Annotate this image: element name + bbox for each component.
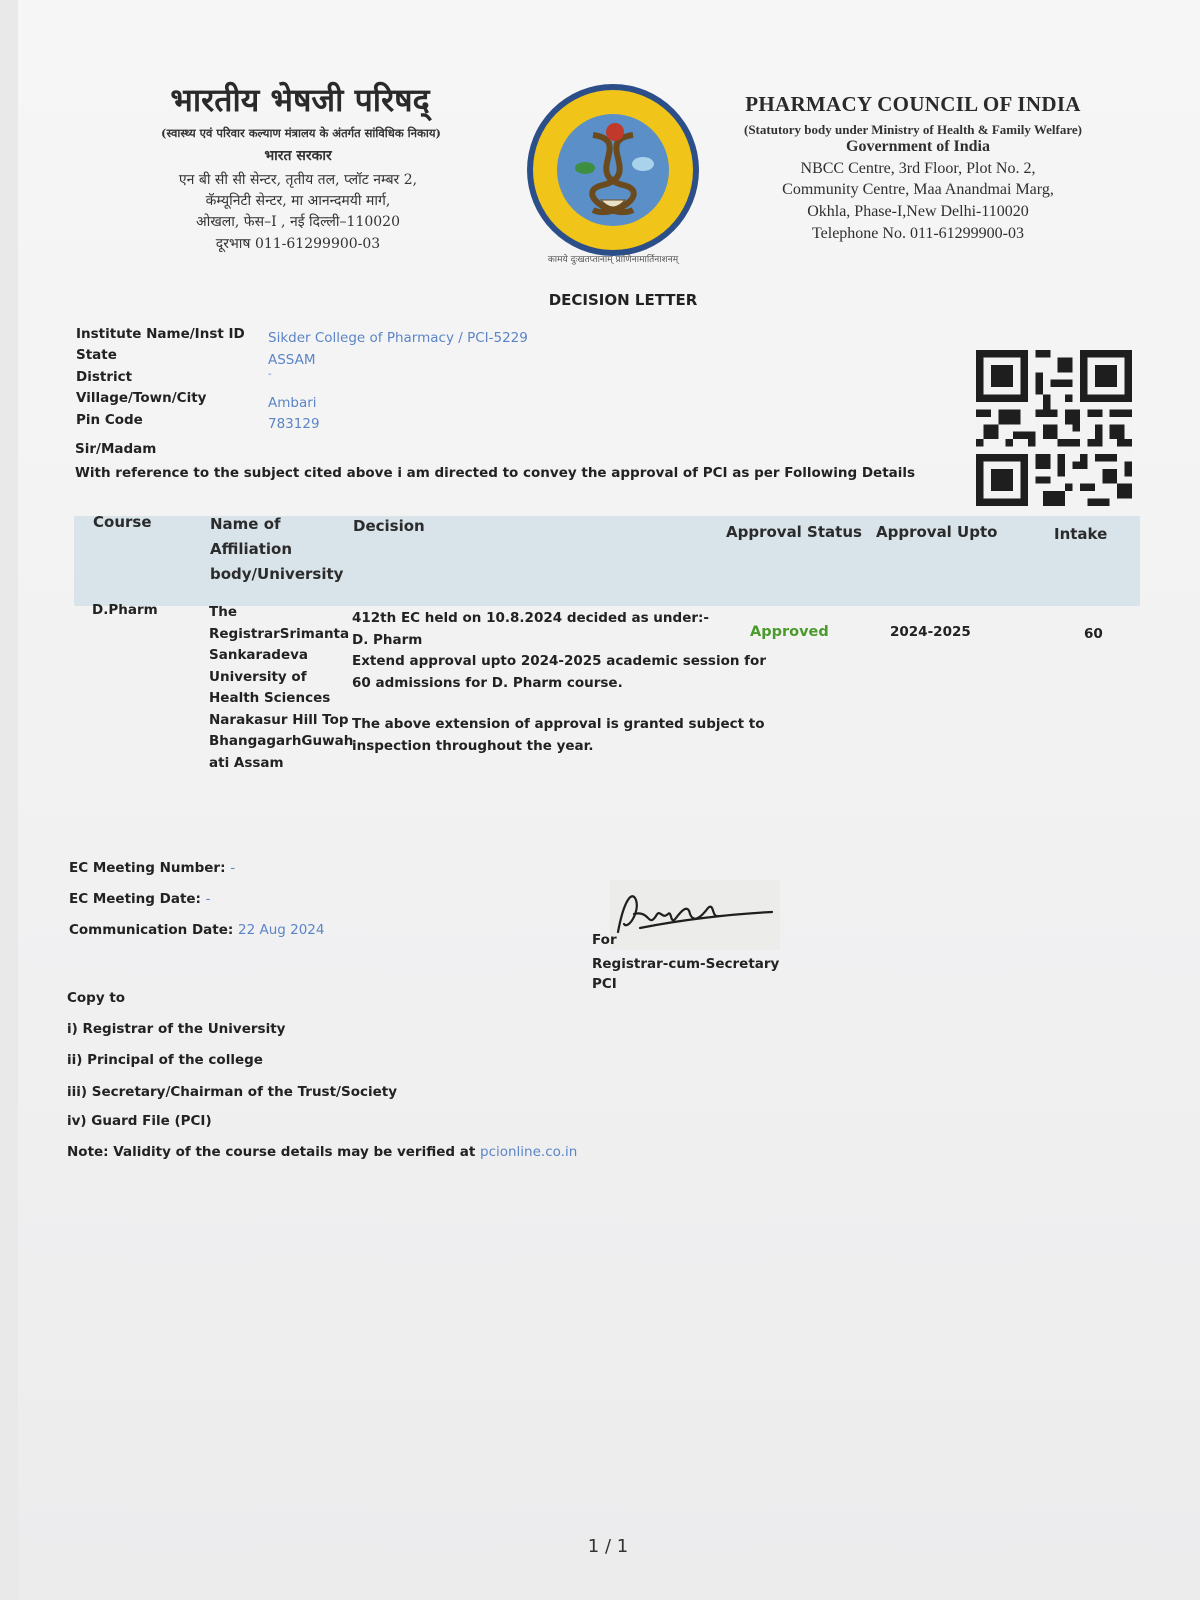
td-affiliation: The RegistrarSrimanta Sankaradeva University of Health Sciences Narakasur Hill Top BhangagarhGuwah ati Assam (209, 604, 354, 771)
hindi-gov: भारत सरकार (264, 148, 332, 164)
td-decision: 412th EC held on 10.8.2024 decided as under:- D. Pharm Extend approval upto 2024-2025 academic session for 60 admissions for D. Pharm course. (352, 610, 766, 691)
copy-to-heading: Copy to (67, 990, 126, 1006)
ec-meeting-number: EC Meeting Number: - (69, 860, 236, 876)
th-approval-upto: Approval Upto (876, 523, 998, 541)
td-approval-upto: 2024-2025 (890, 624, 971, 640)
communication-date: Communication Date: 22 Aug 2024 (69, 922, 325, 938)
english-address-1: NBCC Centre, 3rd Floor, Plot No. 2, (800, 160, 1036, 177)
value-district: - (268, 369, 272, 380)
document-page (18, 0, 1200, 1600)
hindi-address-2: कॅम्यूनिटी सेन्टर, मा आनन्दमयी मार्ग, (205, 193, 391, 209)
signature-designation: Registrar-cum-Secretary (592, 956, 780, 972)
copy-to-item: iv) Guard File (PCI) (67, 1113, 212, 1129)
hindi-phone: दूरभाष 011-61299900-03 (215, 236, 381, 252)
validity-note: Note: Validity of the course details may be verified at pcionline.co.in (67, 1144, 578, 1160)
hindi-address-3: ओखला, फेस–I , नई दिल्ली–110020 (196, 214, 400, 230)
label-pincode: Pin Code (76, 412, 143, 428)
copy-to-item: i) Registrar of the University (67, 1021, 286, 1037)
th-approval-status: Approval Status (726, 523, 862, 541)
ec-meeting-date: EC Meeting Date: - (69, 891, 211, 907)
pci-seal-logo (523, 80, 703, 260)
td-intake: 60 (1084, 626, 1103, 642)
english-phone: Telephone No. 011-61299900-03 (811, 225, 1025, 242)
status-approved: Approved (750, 624, 829, 640)
td-decision-note: The above extension of approval is granted subject to inspection throughout the year. (352, 716, 765, 754)
reference-text: With reference to the subject cited above i am directed to convey the approval of PCI as per Following Details (75, 465, 916, 481)
value-pincode: 783129 (268, 416, 320, 432)
copy-to-item: ii) Principal of the college (67, 1052, 263, 1068)
hindi-title: भारतीय भेषजी परिषद् (170, 81, 430, 119)
hindi-subtitle: (स्वास्थ्य एवं परिवार कल्याण मंत्रालय के अंतर्गत सांविधिक निकाय) (161, 126, 441, 140)
label-institute: Institute Name/Inst ID (76, 326, 245, 342)
salutation: Sir/Madam (75, 441, 157, 457)
signature-image (610, 880, 780, 950)
th-intake: Intake (1054, 525, 1108, 543)
english-gov: Government of India (846, 138, 990, 155)
hindi-address-1: एन बी सी सी सेन्टर, तृतीय तल, प्लॉट नम्बर 2, (178, 172, 418, 188)
english-title: PHARMACY COUNCIL OF INDIA (745, 92, 1081, 116)
document-title: DECISION LETTER (548, 291, 698, 309)
value-city: Ambari (268, 395, 317, 411)
signature-org: PCI (592, 976, 617, 992)
qr-code (976, 350, 1132, 506)
label-state: State (76, 347, 117, 363)
value-institute: Sikder College of Pharmacy / PCI-5229 (268, 330, 528, 346)
signature-for: For (592, 932, 617, 948)
english-address-3: Okhla, Phase-I,New Delhi-110020 (807, 203, 1029, 220)
th-decision: Decision (353, 517, 425, 535)
pci-online-link[interactable]: pcionline.co.in (480, 1144, 578, 1160)
english-address-2: Community Centre, Maa Anandmai Marg, (782, 181, 1054, 198)
value-state: ASSAM (268, 352, 316, 368)
label-district: District (76, 369, 133, 385)
seal-motto: कामये दुःखतप्तानाम् प्राणिनामार्तिनाशनम् (547, 255, 679, 265)
th-affiliation: Name of Affiliation body/University (210, 515, 344, 583)
th-course: Course (93, 513, 152, 531)
td-course: D.Pharm (92, 602, 158, 618)
page-number: 1 / 1 (587, 1536, 629, 1557)
copy-to-item: iii) Secretary/Chairman of the Trust/Society (67, 1084, 398, 1100)
english-subtitle: (Statutory body under Ministry of Health & Family Welfare) (744, 122, 1082, 137)
label-city: Village/Town/City (76, 390, 207, 406)
